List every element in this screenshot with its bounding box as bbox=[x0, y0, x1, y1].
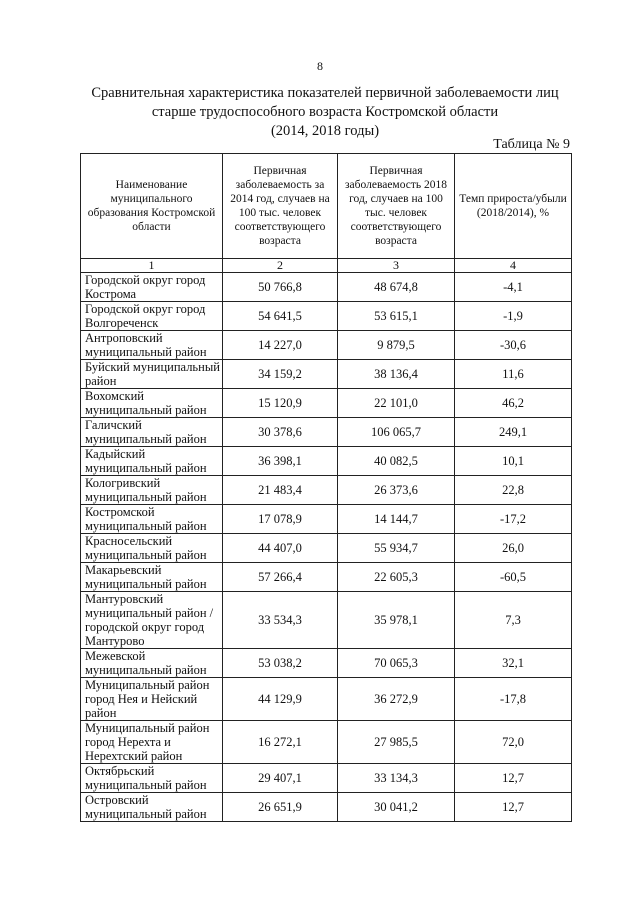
municipality-name-cell: Городской округ город Волгореченск bbox=[81, 302, 223, 331]
table-label: Таблица № 9 bbox=[493, 137, 570, 152]
value-2018-cell: 22 605,3 bbox=[338, 563, 455, 592]
value-2018-cell: 48 674,8 bbox=[338, 273, 455, 302]
growth-rate-cell: -30,6 bbox=[455, 331, 572, 360]
column-number: 3 bbox=[338, 259, 455, 273]
table-body bbox=[81, 273, 572, 822]
table-row bbox=[81, 721, 572, 764]
municipality-name-cell: Октябрьский муниципальный район bbox=[81, 764, 223, 793]
municipality-name-cell: Муниципальный район город Нея и Нейский район bbox=[81, 678, 223, 721]
column-number: 1 bbox=[81, 259, 223, 273]
title-line-3: (2014, 2018 годы) bbox=[270, 123, 380, 139]
value-2014-cell: 54 641,5 bbox=[223, 302, 338, 331]
value-2018-cell: 30 041,2 bbox=[338, 793, 455, 822]
value-2014-cell: 15 120,9 bbox=[223, 389, 338, 418]
value-2014-cell: 34 159,2 bbox=[223, 360, 338, 389]
value-2014-cell: 53 038,2 bbox=[223, 649, 338, 678]
growth-rate-cell: 12,7 bbox=[455, 764, 572, 793]
table-row bbox=[81, 476, 572, 505]
table-row bbox=[81, 505, 572, 534]
value-2014-cell: 44 129,9 bbox=[223, 678, 338, 721]
growth-rate-cell: -1,9 bbox=[455, 302, 572, 331]
value-2018-cell: 9 879,5 bbox=[338, 331, 455, 360]
column-number-row bbox=[81, 259, 572, 273]
growth-rate-cell: 12,7 bbox=[455, 793, 572, 822]
growth-rate-cell: 32,1 bbox=[455, 649, 572, 678]
growth-rate-cell: 249,1 bbox=[455, 418, 572, 447]
value-2014-cell: 30 378,6 bbox=[223, 418, 338, 447]
value-2018-cell: 53 615,1 bbox=[338, 302, 455, 331]
municipality-name-cell: Мантуровский муниципальный район / городской округ город Мантурово bbox=[81, 592, 223, 649]
growth-rate-cell: -17,2 bbox=[455, 505, 572, 534]
value-2014-cell: 57 266,4 bbox=[223, 563, 338, 592]
municipality-name-cell: Кологривский муниципальный район bbox=[81, 476, 223, 505]
value-2018-cell: 70 065,3 bbox=[338, 649, 455, 678]
municipality-name-cell: Буйский муниципальный район bbox=[81, 360, 223, 389]
table-row bbox=[81, 418, 572, 447]
value-2014-cell: 44 407,0 bbox=[223, 534, 338, 563]
table-row bbox=[81, 649, 572, 678]
value-2018-cell: 55 934,7 bbox=[338, 534, 455, 563]
growth-rate-cell: -60,5 bbox=[455, 563, 572, 592]
municipality-name-cell: Островский муниципальный район bbox=[81, 793, 223, 822]
header-2014: Первичная заболеваемость за 2014 год, случаев на 100 тыс. человек соответствующего возраста bbox=[223, 154, 338, 259]
municipality-name-cell: Кадыйский муниципальный район bbox=[81, 447, 223, 476]
municipality-name-cell: Городской округ город Кострома bbox=[81, 273, 223, 302]
header-row bbox=[81, 154, 572, 259]
municipality-name-cell: Галичский муниципальный район bbox=[81, 418, 223, 447]
municipality-name-cell: Антроповский муниципальный район bbox=[81, 331, 223, 360]
growth-rate-cell: 11,6 bbox=[455, 360, 572, 389]
table-row bbox=[81, 678, 572, 721]
page-number: 8 bbox=[317, 59, 323, 73]
value-2014-cell: 26 651,9 bbox=[223, 793, 338, 822]
value-2014-cell: 36 398,1 bbox=[223, 447, 338, 476]
value-2018-cell: 106 065,7 bbox=[338, 418, 455, 447]
table-row bbox=[81, 273, 572, 302]
table-row bbox=[81, 360, 572, 389]
value-2018-cell: 26 373,6 bbox=[338, 476, 455, 505]
document-title bbox=[60, 84, 590, 141]
municipality-name-cell: Межевской муниципальный район bbox=[81, 649, 223, 678]
municipality-name-cell: Муниципальный район город Нерехта и Нерехтский район bbox=[81, 721, 223, 764]
table-row bbox=[81, 764, 572, 793]
value-2018-cell: 27 985,5 bbox=[338, 721, 455, 764]
growth-rate-cell: -4,1 bbox=[455, 273, 572, 302]
value-2014-cell: 21 483,4 bbox=[223, 476, 338, 505]
column-number: 2 bbox=[223, 259, 338, 273]
value-2018-cell: 33 134,3 bbox=[338, 764, 455, 793]
growth-rate-cell: 7,3 bbox=[455, 592, 572, 649]
value-2014-cell: 14 227,0 bbox=[223, 331, 338, 360]
table-row bbox=[81, 389, 572, 418]
table-row bbox=[81, 331, 572, 360]
growth-rate-cell: 46,2 bbox=[455, 389, 572, 418]
growth-rate-cell: 72,0 bbox=[455, 721, 572, 764]
value-2018-cell: 40 082,5 bbox=[338, 447, 455, 476]
value-2014-cell: 16 272,1 bbox=[223, 721, 338, 764]
header-rate: Темп прироста/убыли (2018/2014), % bbox=[455, 154, 572, 259]
municipality-name-cell: Красносельский муниципальный район bbox=[81, 534, 223, 563]
morbidity-table bbox=[80, 153, 572, 822]
value-2018-cell: 38 136,4 bbox=[338, 360, 455, 389]
header-2018: Первичная заболеваемость 2018 год, случаев на 100 тыс. человек соответствующего возраста bbox=[338, 154, 455, 259]
table-row bbox=[81, 302, 572, 331]
column-number: 4 bbox=[455, 259, 572, 273]
title-line-2: старше трудоспособного возраста Костромской области bbox=[151, 104, 499, 120]
value-2014-cell: 50 766,8 bbox=[223, 273, 338, 302]
header-municipality: Наименование муниципального образования Костромской области bbox=[81, 154, 223, 259]
municipality-name-cell: Макарьевский муниципальный район bbox=[81, 563, 223, 592]
municipality-name-cell: Костромской муниципальный район bbox=[81, 505, 223, 534]
growth-rate-cell: 26,0 bbox=[455, 534, 572, 563]
growth-rate-cell: 10,1 bbox=[455, 447, 572, 476]
value-2014-cell: 33 534,3 bbox=[223, 592, 338, 649]
table-row bbox=[81, 447, 572, 476]
value-2014-cell: 17 078,9 bbox=[223, 505, 338, 534]
table-row bbox=[81, 592, 572, 649]
municipality-name-cell: Вохомский муниципальный район bbox=[81, 389, 223, 418]
value-2018-cell: 14 144,7 bbox=[338, 505, 455, 534]
table-row bbox=[81, 534, 572, 563]
value-2018-cell: 22 101,0 bbox=[338, 389, 455, 418]
value-2018-cell: 36 272,9 bbox=[338, 678, 455, 721]
table-row bbox=[81, 793, 572, 822]
value-2018-cell: 35 978,1 bbox=[338, 592, 455, 649]
table-row bbox=[81, 563, 572, 592]
growth-rate-cell: -17,8 bbox=[455, 678, 572, 721]
title-line-1: Сравнительная характеристика показателей первичной заболеваемости лиц bbox=[91, 85, 559, 101]
value-2014-cell: 29 407,1 bbox=[223, 764, 338, 793]
growth-rate-cell: 22,8 bbox=[455, 476, 572, 505]
